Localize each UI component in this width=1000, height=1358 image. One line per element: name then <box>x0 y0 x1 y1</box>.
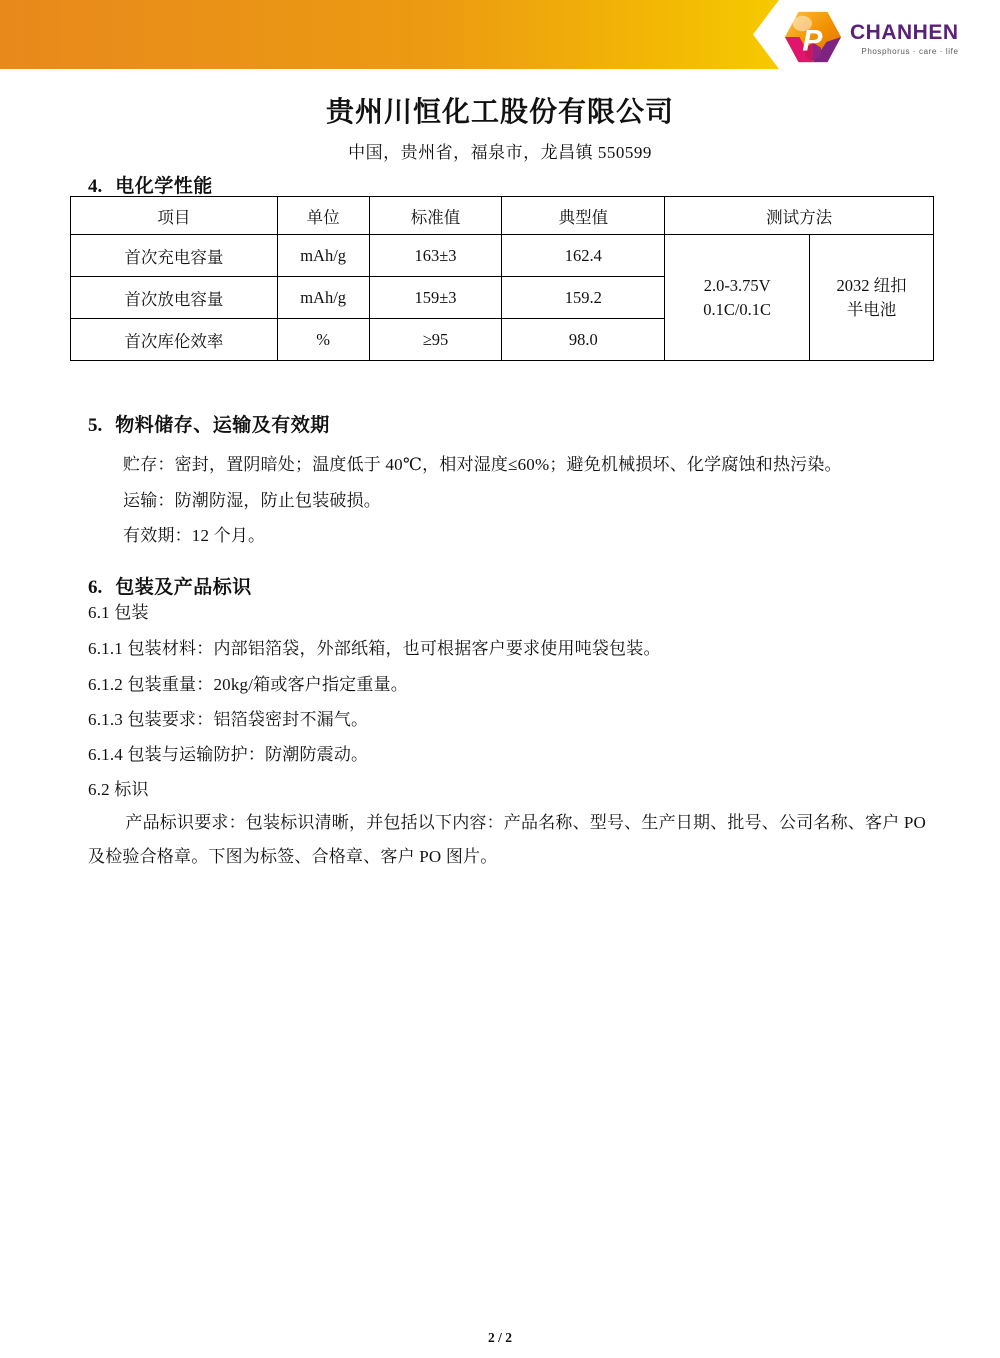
section5-heading <box>88 410 330 437</box>
method-battery-line2: 半电池 <box>846 299 897 319</box>
cell-typical: 98.0 <box>502 319 665 361</box>
section6-heading <box>88 572 252 599</box>
cell-standard: 163±3 <box>369 235 502 277</box>
header-ribbon <box>0 0 779 69</box>
col-header-typical: 典型值 <box>502 197 665 235</box>
section4-number: 4. <box>88 176 103 197</box>
section6-title: 包装及产品标识 <box>115 577 252 598</box>
electrochemical-table <box>70 196 934 361</box>
cell-item: 首次库伦效率 <box>71 319 278 361</box>
section5-number: 5. <box>88 415 103 436</box>
packaging-requirement-line: 6.1.3 包装要求：铝箔袋密封不漏气。 <box>88 710 369 729</box>
cell-standard: ≥95 <box>369 319 502 361</box>
packaging-subheading: 6.1 包装 <box>88 603 149 622</box>
cell-item: 首次放电容量 <box>71 277 278 319</box>
marking-paragraph-line2: 及检验合格章。下图为标签、合格章、客户 PO 图片。 <box>88 847 498 866</box>
col-header-unit: 单位 <box>277 197 369 235</box>
logo-text-wrap <box>850 10 959 56</box>
section6-number: 6. <box>88 577 103 598</box>
col-header-method: 测试方法 <box>665 197 934 235</box>
page-number: 2 / 2 <box>487 1330 512 1345</box>
marking-paragraph-line1: 产品标识要求：包装标识清晰，并包括以下内容：产品名称、型号、生产日期、批号、公司名称、客户 PO <box>125 813 926 832</box>
cell-unit: mAh/g <box>277 277 369 319</box>
section5-title: 物料储存、运输及有效期 <box>115 415 330 436</box>
marking-subheading: 6.2 标识 <box>88 780 149 799</box>
company-address: 中国，贵州省，福泉市，龙昌镇 550599 <box>348 143 652 162</box>
cell-method-condition <box>665 235 810 361</box>
logo-tagline: Phosphorus · care · life <box>861 47 959 56</box>
section4-title: 电化学性能 <box>115 176 213 197</box>
cell-typical: 162.4 <box>502 235 665 277</box>
svg-text:P: P <box>802 24 823 58</box>
cell-standard: 159±3 <box>369 277 502 319</box>
chanhen-hexagon-icon <box>784 10 842 64</box>
cell-unit: % <box>277 319 369 361</box>
chanhen-logo <box>784 10 959 64</box>
company-header <box>0 90 1000 163</box>
table-header-row <box>71 197 934 235</box>
packaging-material-line: 6.1.1 包装材料：内部铝箔袋，外部纸箱，也可根据客户要求使用吨袋包装。 <box>88 639 661 658</box>
method-condition-line1: 2.0-3.75V <box>703 275 771 295</box>
section4-heading <box>88 171 213 198</box>
storage-line: 贮存：密封，置阴暗处；温度低于 40℃，相对湿度≤60%；避免机械损坏、化学腐蚀和热污染。 <box>123 455 842 474</box>
method-condition-line2: 0.1C/0.1C <box>703 299 772 319</box>
method-battery-line1: 2032 纽扣 <box>836 275 907 295</box>
transport-line: 运输：防潮防湿，防止包装破损。 <box>123 491 381 510</box>
col-header-item: 项目 <box>71 197 278 235</box>
packaging-weight-line: 6.1.2 包装重量：20kg/箱或客户指定重量。 <box>88 675 408 694</box>
table-row <box>71 235 934 277</box>
logo-wordmark: CHANHEN <box>850 21 959 44</box>
shelf-life-line: 有效期：12 个月。 <box>123 526 266 545</box>
cell-typical: 159.2 <box>502 277 665 319</box>
cell-unit: mAh/g <box>277 235 369 277</box>
cell-method-battery <box>810 235 934 361</box>
company-name: 贵州川恒化工股份有限公司 <box>325 97 674 128</box>
cell-item: 首次充电容量 <box>71 235 278 277</box>
packaging-protection-line: 6.1.4 包装与运输防护：防潮防震动。 <box>88 745 369 764</box>
col-header-standard: 标准值 <box>369 197 502 235</box>
